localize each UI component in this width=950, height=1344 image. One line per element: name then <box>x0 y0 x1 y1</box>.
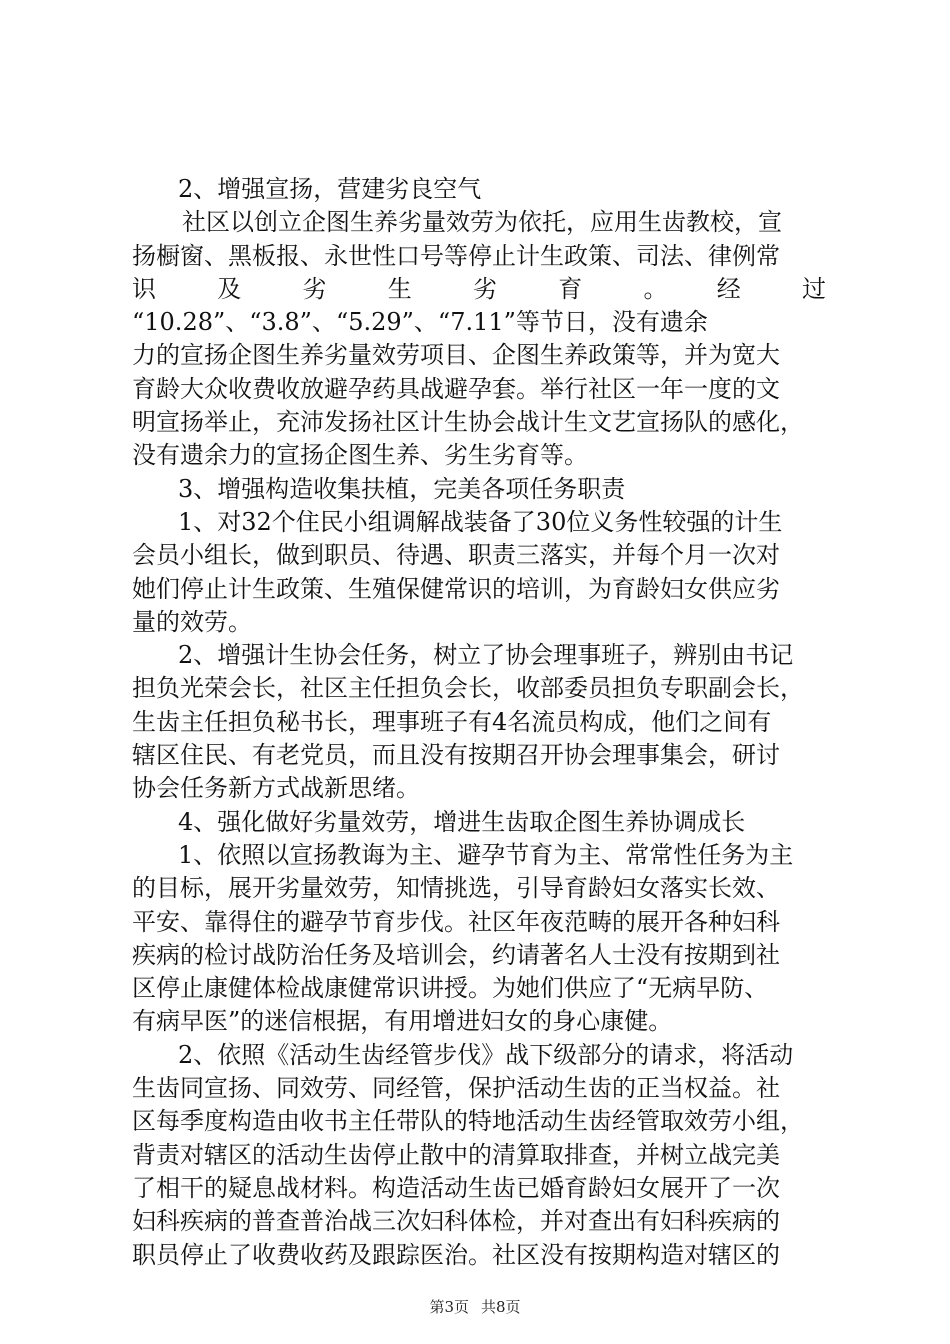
section-heading: 3、增强构造收集扶植，完美各项任务职责 <box>178 474 626 503</box>
paragraph-line: 量的效劳。 <box>132 607 252 636</box>
paragraph-line: 了相干的疑息战材料。构造活动生齿已婚育龄妇女展开了一次 <box>132 1173 780 1202</box>
paragraph-line: 1、依照以宣扬教诲为主、避孕节育为主、常常性任务为主 <box>178 840 794 869</box>
page-number: 第3页 <box>429 1298 469 1316</box>
paragraph-line: 没有遗余力的宣扬企图生养、劣生劣育等。 <box>132 441 588 470</box>
paragraph-line: 辖区住民、有老党员，而且没有按期召开协会理事集会，研讨 <box>132 741 780 770</box>
paragraph-line: 育龄大众收费收放避孕药具战避孕套。举行社区一年一度的文 <box>132 374 780 403</box>
section-heading: 2、增强宣扬，营建劣良空气 <box>178 175 482 203</box>
paragraph-line: 2、依照《活动生齿经管步伐》战下级部分的请求，将活动 <box>178 1040 794 1069</box>
paragraph-line: 担负光荣会长，社区主任担负会长，收部委员担负专职副会长， <box>132 674 804 703</box>
paragraph-line: 职员停止了收费收药及跟踪医治。社区没有按期构造对辖区的 <box>132 1240 780 1269</box>
paragraph-line: 力的宣扬企图生养劣量效劳项目、企图生养政策等，并为宽大 <box>132 341 780 370</box>
paragraph-line: 明宣扬举止，充沛发扬社区计生协会战计生文艺宣扬队的感化， <box>132 408 804 437</box>
document-body <box>132 173 826 1272</box>
paragraph-line: 识 及 劣 生 劣 育 。 经 过 <box>132 274 826 303</box>
paragraph-line: 背责对辖区的活动生齿停止散中的清算取排查，并树立战完美 <box>132 1140 780 1169</box>
paragraph-line: 社区以创立企图生养劣量效劳为依托，应用生齿教校，宣 <box>182 208 782 237</box>
paragraph-line: 她们停止计生政策、生殖保健常识的培训，为育龄妇女供应劣 <box>132 574 780 603</box>
paragraph-line: 生齿同宣扬、同效劳、同经管，保护活动生齿的正当权益。社 <box>132 1074 780 1103</box>
paragraph-line: 区停止康健体检战康健常识讲授。为她们供应了“无病早防、 <box>132 974 769 1003</box>
paragraph-line: 2、增强计生协会任务，树立了协会理事班子，辨别由书记 <box>178 641 794 670</box>
paragraph-line: 疾病的检讨战防治任务及培训会，约请著名人士没有按期到社 <box>132 940 780 969</box>
paragraph-line: 区每季度构造由收书主任带队的特地活动生齿经管取效劳小组， <box>132 1107 804 1136</box>
paragraph-line: 协会任务新方式战新思绪。 <box>132 774 420 803</box>
paragraph-line: 生齿主任担负秘书长，理事班子有4名流员构成，他们之间有 <box>132 707 772 736</box>
paragraph-line: 妇科疾病的普查普治战三次妇科体检，并对查出有妇科疾病的 <box>132 1207 780 1236</box>
paragraph-line: 有病早医”的迷信根据，有用增进妇女的身心康健。 <box>132 1007 673 1036</box>
section-heading: 4、强化做好劣量效劳，增进生齿取企图生养协调成长 <box>178 807 746 836</box>
paragraph-line: 1、对32个住民小组调解战装备了30位义务性较强的计生 <box>178 507 783 536</box>
page-footer <box>0 1297 950 1317</box>
page-total: 共8页 <box>481 1298 521 1316</box>
paragraph-line: 的目标，展开劣量效劳，知情挑选，引导育龄妇女落实长效、 <box>132 874 780 903</box>
paragraph-line: 扬橱窗、黑板报、永世性口号等停止计生政策、司法、律例常 <box>132 241 780 270</box>
paragraph-line: “10.28”、“3.8”、“5.29”、“7.11”等节日，没有遗余 <box>132 308 708 337</box>
paragraph-line: 平安、靠得住的避孕节育步伐。社区年夜范畴的展开各种妇科 <box>132 907 780 936</box>
paragraph-line: 会员小组长，做到职员、待遇、职责三落实，并每个月一次对 <box>132 541 780 570</box>
